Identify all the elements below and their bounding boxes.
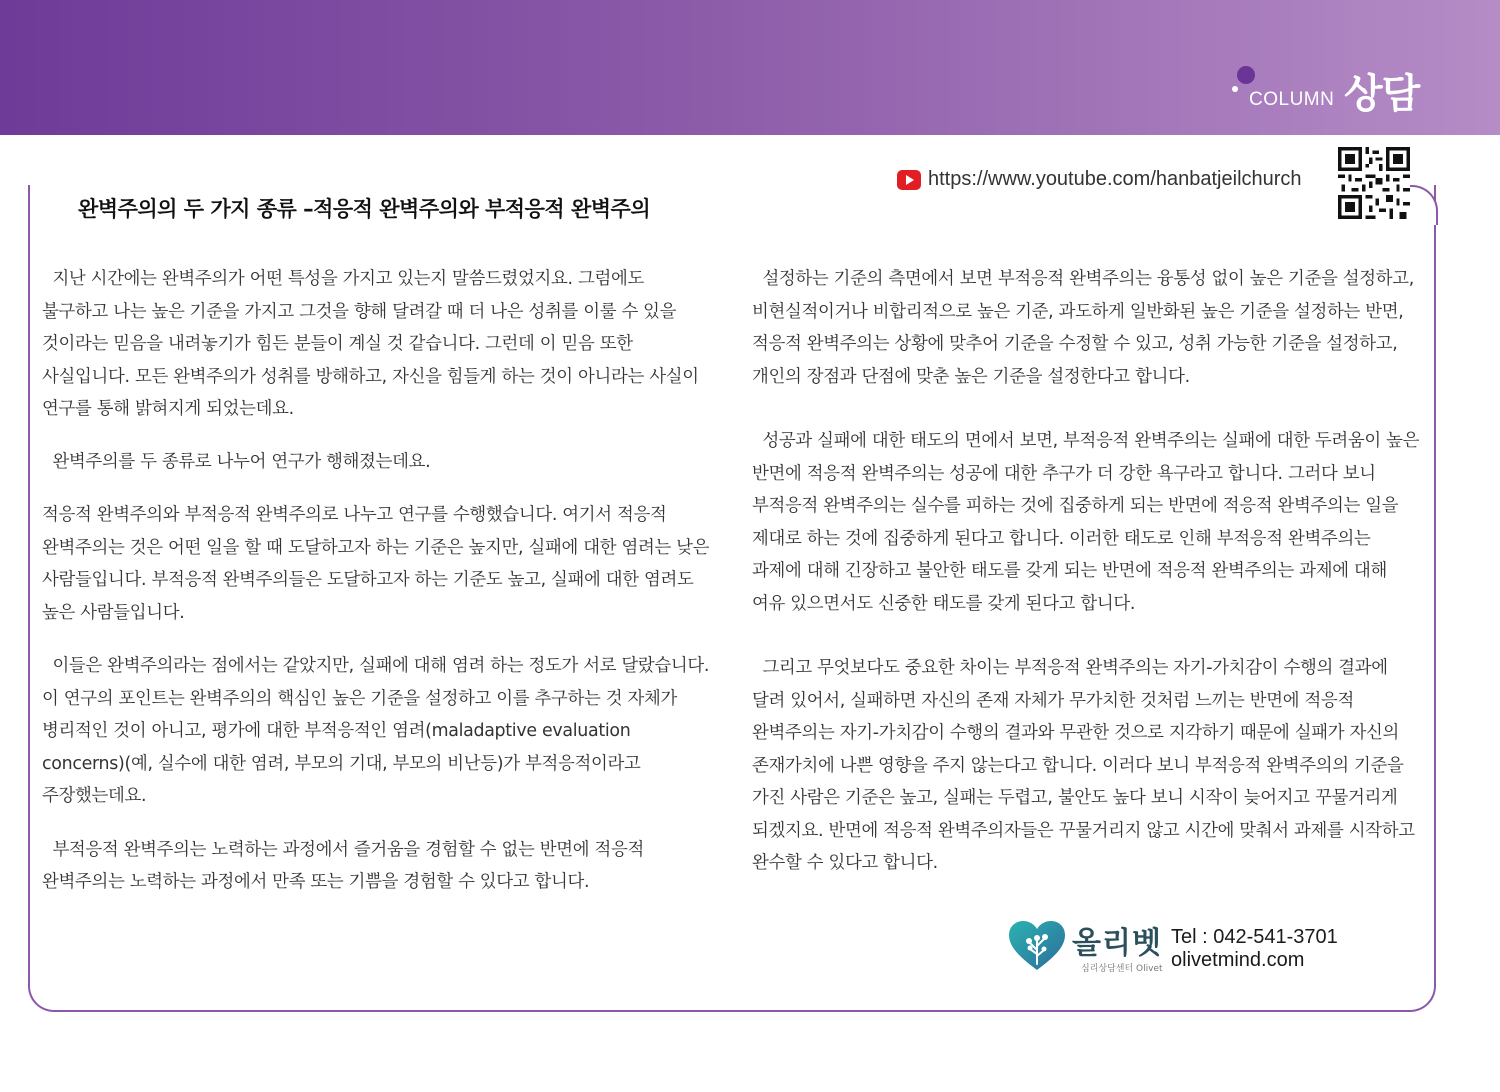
paragraph: 지난 시간에는 완벽주의가 어떤 특성을 가지고 있는지 말씀드렸었지요. 그럼에도 불구하고 나는 높은 기준을 가지고 그것을 향해 달려갈 때 더 나은 성취를 이룰 수 있을 것이라는 믿음을 내려놓기가 힘든 분들이 계실 것 같습니다. 그런데 이 믿음 또한 사실입니다. 모든 완벽주의가 성취를 방해하고, 자신을 힘들게 하는 것이 아니라는 사실이 연구를 통해 밝혀지게 되었는데요. <box>42 269 699 419</box>
logo-name: 올리벳 <box>1072 926 1162 961</box>
article-right-column <box>752 263 1420 880</box>
article-left-column <box>42 263 714 899</box>
youtube-link[interactable]: https://www.youtube.com/hanbatjeilchurch <box>928 168 1302 190</box>
column-small-dot-icon <box>1232 86 1238 92</box>
paragraph: 성공과 실패에 대한 태도의 면에서 보면, 부적응적 완벽주의는 실패에 대한 두려움이 높은 반면에 적응적 완벽주의는 성공에 대한 추구가 더 강한 욕구라고 합니다. 그러다 보니 부적응적 완벽주의는 실수를 피하는 것에 집중하게 되는 반면에 적응적 완벽주의는 일을 제대로 하는 것에 집중하게 된다고 합니다. 이러한 태도로 인해 부적응적 완벽주의는 과제에 대해 긴장하고 불안한 태도를 갖게 되는 반면에 적응적 완벽주의는 과제에 대해 여유 있으면서도 신중한 태도를 갖게 된다고 합니다. <box>752 431 1420 614</box>
column-label: COLUMN <box>1249 89 1335 110</box>
youtube-icon[interactable] <box>897 170 921 190</box>
paragraph: 적응적 완벽주의와 부적응적 완벽주의로 나누고 연구를 수행했습니다. 여기서 적응적 완벽주의는 것은 어떤 일을 할 때 도달하고자 하는 기준은 높지만, 실패에 대한 염려는 낮은 사람들입니다. 부적응적 완벽주의들은 도달하고자 하는 기준도 높고, 실패에 대한 염려도 높은 사람들입니다. <box>42 505 710 623</box>
paragraph: 설정하는 기준의 측면에서 보면 부적응적 완벽주의는 융통성 없이 높은 기준을 설정하고, 비현실적이거나 비합리적으로 높은 기준, 과도하게 일반화된 높은 기준을 설정하는 반면, 적응적 완벽주의는 상황에 맞추어 기준을 수정할 수 있고, 성취 가능한 기준을 설정하고, 개인의 장점과 단점에 맞춘 높은 기준을 설정한다고 합니다. <box>752 269 1414 387</box>
paragraph: 부적응적 완벽주의는 노력하는 과정에서 즐거움을 경험할 수 없는 반면에 적응적 완벽주의는 노력하는 과정에서 만족 또는 기쁨을 경험할 수 있다고 합니다. <box>42 839 644 892</box>
contact-info <box>1171 926 1338 972</box>
qr-code-icon <box>1337 147 1411 219</box>
header-banner <box>0 0 1500 135</box>
heart-tree-icon <box>1008 920 1066 972</box>
logo-subtitle: 심리상담센터 Olivet <box>1081 964 1163 974</box>
paragraph: 이들은 완벽주의라는 점에서는 같았지만, 실패에 대해 염려 하는 정도가 서로 달랐습니다. 이 연구의 포인트는 완벽주의의 핵심인 높은 기준을 설정하고 이를 추구하는 것 자체가 병리적인 것이 아니고, 평가에 대한 부적응적인 염려(maladaptive evaluation concerns)(예, 실수에 대한 염려, 부모의 기대, 부모의 비난등)가 부적응적이라고 주장했는데요. <box>42 656 710 806</box>
column-dot-icon <box>1237 66 1255 84</box>
website-link[interactable]: olivetmind.com <box>1171 949 1305 971</box>
column-title: 상담 <box>1344 71 1420 117</box>
article-title: 완벽주의의 두 가지 종류 –적응적 완벽주의와 부적응적 완벽주의 <box>78 197 651 221</box>
paragraph: 그리고 무엇보다도 중요한 차이는 부적응적 완벽주의는 자기-가치감이 수행의 결과에 달려 있어서, 실패하면 자신의 존재 자체가 무가치한 것처럼 느끼는 반면에 적응적 완벽주의는 자기-가치감이 수행의 결과와 무관한 것으로 지각하기 때문에 실패가 자신의 존재가치에 나쁜 영향을 주지 않는다고 합니다. 이러다 보니 부적응적 완벽주의의 기준을 가진 사람은 기준은 높고, 실패는 두렵고, 불안도 높다 보니 시작이 늦어지고 꾸물거리게 되겠지요. 반면에 적응적 완벽주의자들은 꾸물거리지 않고 시간에 맞춰서 과제를 시작하고 완수할 수 있다고 합니다. <box>752 658 1415 873</box>
paragraph: 완벽주의를 두 종류로 나누어 연구가 행해졌는데요. <box>52 451 431 472</box>
telephone: Tel : 042-541-3701 <box>1171 926 1338 948</box>
